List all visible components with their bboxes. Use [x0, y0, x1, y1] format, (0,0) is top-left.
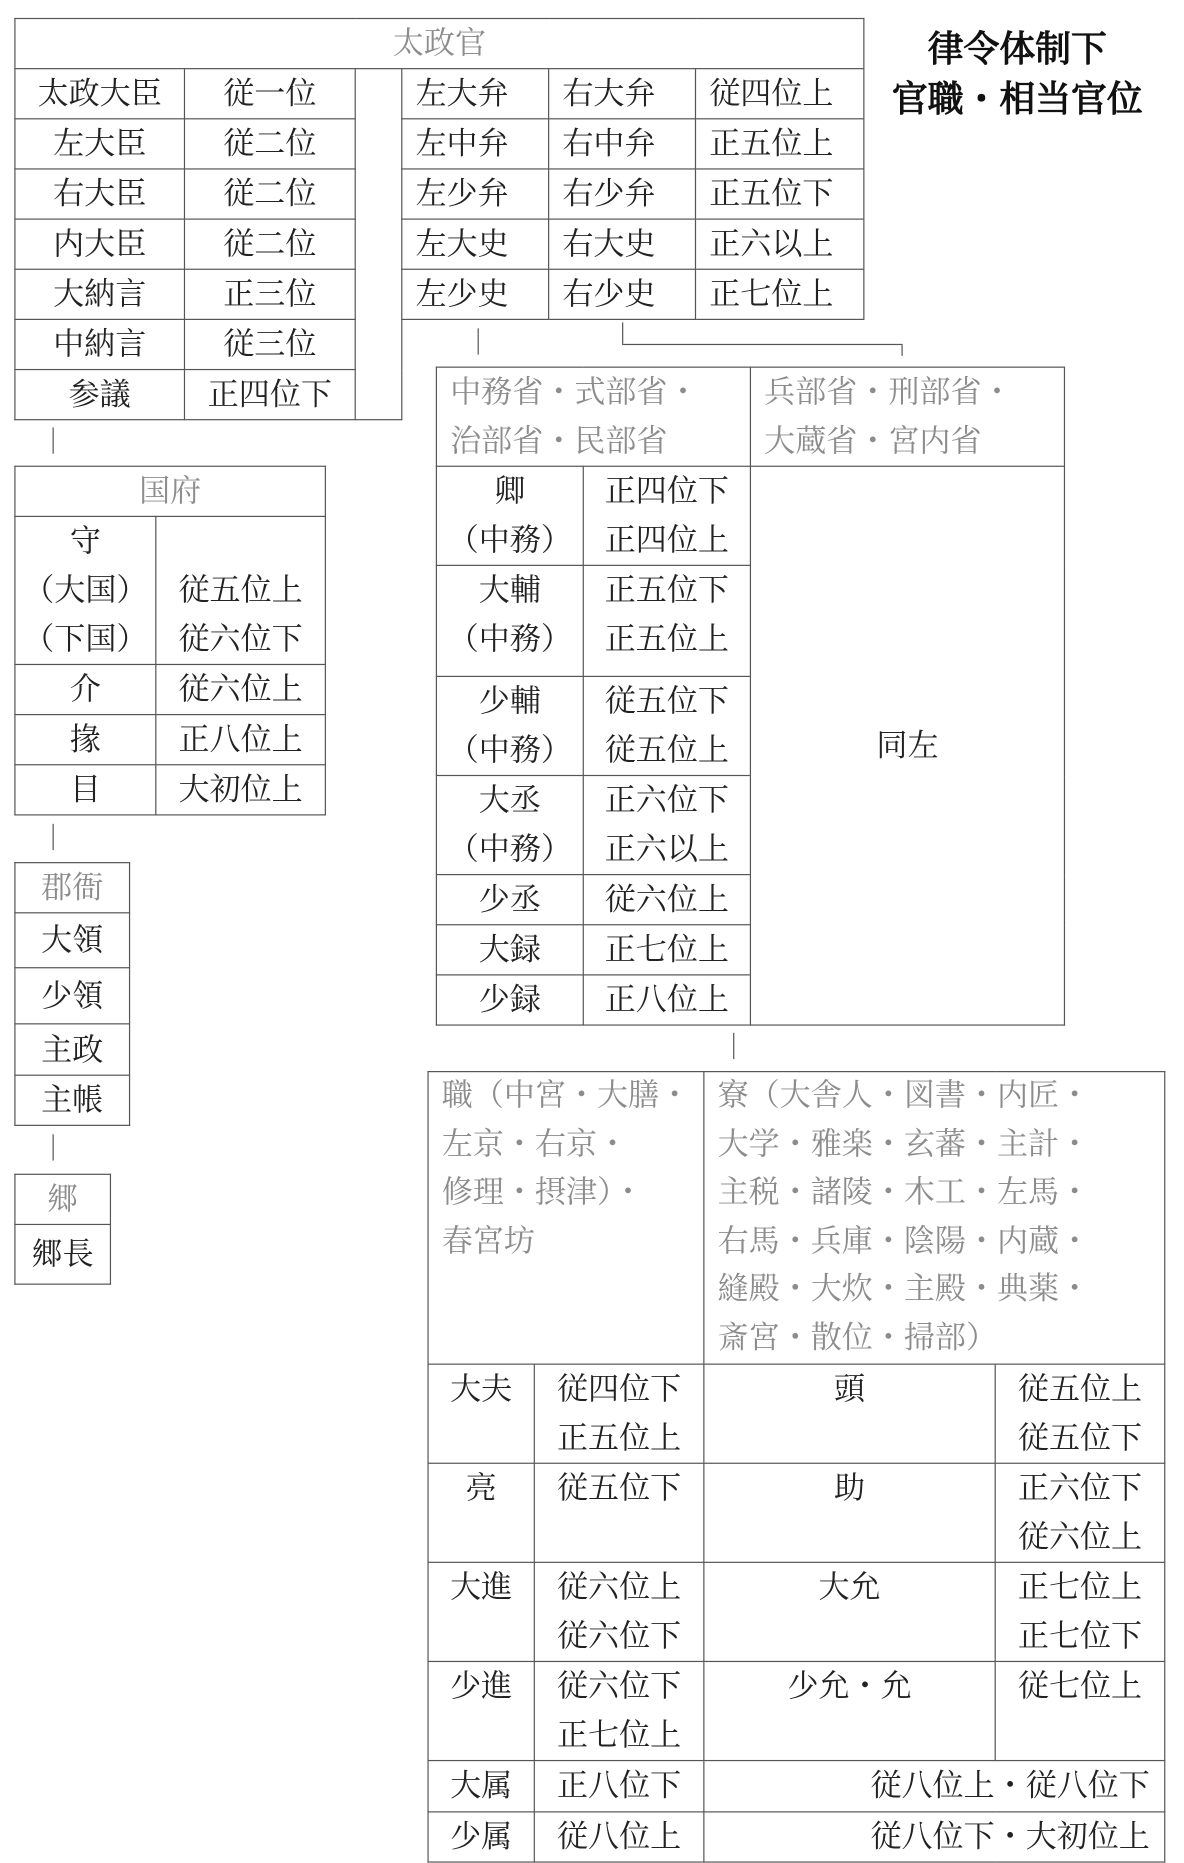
daijokan-header: 太政官 [15, 19, 864, 69]
benkan-left-post: 左大史 [402, 219, 549, 269]
ryo-header [704, 1072, 1165, 1365]
connector-line [53, 1134, 54, 1160]
ryo-rank [995, 1364, 1165, 1463]
post-line: （中務） [447, 522, 572, 558]
kokufu-rank [156, 516, 326, 664]
header-line: 春宮坊 [441, 1223, 535, 1259]
rank-line: 正五位上 [557, 1420, 682, 1456]
ryo-rank [995, 1562, 1165, 1661]
ryo-post: 少允・允 [704, 1661, 995, 1760]
header-line: 修理・摂津）・ [441, 1175, 644, 1210]
rank-line: 従六位下 [178, 622, 303, 657]
connector-line [733, 1033, 734, 1059]
header-line: 職（中宮・大膳・ [441, 1078, 691, 1113]
ryo-post: 助 [704, 1463, 995, 1562]
header-line: 中務省・式部省・ [450, 374, 699, 410]
rank-line: 正七位上 [557, 1718, 682, 1753]
sho-post: 少丞 [436, 875, 583, 925]
benkan-left-post: 左中弁 [402, 119, 549, 169]
benkan-right-post: 右少弁 [549, 169, 696, 219]
kokufu-post: 介 [15, 664, 156, 714]
table-header-row [15, 1174, 111, 1224]
sho-header-right [750, 367, 1064, 466]
shiki-rank [534, 1463, 704, 1562]
minister-post: 参議 [15, 370, 185, 420]
header-line: 兵部省・刑部省・ [764, 374, 1013, 410]
connector-line [622, 344, 901, 345]
table-row [15, 69, 864, 119]
gunga-table [14, 862, 130, 1126]
minister-post: 大納言 [15, 269, 185, 319]
minister-rank: 正三位 [184, 269, 355, 319]
same-as-left-note: 同左 [750, 466, 1064, 1025]
benkan-rank: 正五位下 [696, 169, 864, 219]
header-line: 縫殿・大炊・主殿・典薬・ [717, 1272, 1091, 1307]
table-header-row [15, 19, 864, 69]
sho-post [436, 676, 583, 775]
benkan-rank: 正六以上 [696, 219, 864, 269]
rank-line: 正五位下 [604, 573, 729, 608]
table-row [428, 1562, 1165, 1661]
title-line-2: 官職・相当官位 [891, 79, 1143, 120]
benkan-left-post: 左少弁 [402, 169, 549, 219]
benkan-left-post: 左少史 [402, 269, 549, 319]
post-line: 少輔 [478, 684, 541, 719]
table-row [15, 219, 864, 269]
ryo-post: 大允 [704, 1562, 995, 1661]
shiki-ryo-table [427, 1071, 1165, 1863]
table-row [428, 1661, 1165, 1760]
go-header: 郷 [15, 1174, 111, 1224]
table-header-row [436, 367, 1064, 466]
table-row [15, 269, 864, 319]
connector-line [901, 344, 902, 356]
header-line: 主税・諸陵・木工・左馬・ [717, 1175, 1091, 1210]
ryo-post: 頭 [704, 1364, 995, 1463]
table-row [428, 1812, 1165, 1862]
minister-rank: 従二位 [184, 169, 355, 219]
connector-line [478, 328, 479, 354]
header-line: 斎宮・散位・掃部） [717, 1320, 998, 1356]
kokufu-post: 目 [15, 765, 156, 815]
rank-line: 従五位下 [557, 1471, 682, 1506]
shiki-post: 少進 [428, 1661, 534, 1760]
table-row [15, 765, 325, 815]
kokufu-rank: 大初位上 [156, 765, 326, 815]
post-line: 守 [69, 524, 101, 559]
kokufu-table [14, 466, 326, 816]
kokufu-rank: 従六位上 [156, 664, 326, 714]
table-row [15, 1224, 111, 1284]
shiki-rank: 従八位上 [534, 1812, 704, 1862]
shiki-header [428, 1072, 704, 1365]
sho-rank: 従六位上 [583, 875, 750, 925]
table-header-row [15, 466, 325, 516]
sho-post [436, 776, 583, 875]
diagram-title [874, 25, 1161, 125]
gunga-post: 少領 [15, 968, 130, 1024]
shiki-post: 亮 [428, 1463, 534, 1562]
benkan-left-post: 左大弁 [402, 69, 549, 119]
post-line: 大丞 [478, 783, 541, 818]
rank-line: 正四位上 [604, 522, 729, 558]
table-header-row [15, 863, 130, 913]
sho-rank [583, 676, 750, 775]
ryo-rank-combined: 従八位下・大初位上 [704, 1812, 1165, 1862]
shiki-rank: 正八位下 [534, 1761, 704, 1812]
table-row [436, 466, 1064, 565]
rank-line: 従五位上 [1017, 1371, 1143, 1407]
minister-rank: 正四位下 [184, 370, 355, 420]
rank-line: 正六位下 [604, 783, 729, 818]
sho-rank [583, 466, 750, 565]
sho-rank [583, 565, 750, 676]
rank-line: 従五位上 [604, 733, 729, 768]
table-row [15, 516, 325, 664]
spacer-column [355, 69, 402, 420]
rank-line: 従六位下 [557, 1619, 682, 1654]
minister-rank: 従一位 [184, 69, 355, 119]
rank-line: 正七位下 [1017, 1619, 1143, 1654]
benkan-rank: 従四位上 [696, 69, 864, 119]
ryo-rank-combined: 従八位上・従八位下 [704, 1761, 1165, 1812]
table-header-row [428, 1072, 1165, 1365]
table-row [15, 169, 864, 219]
table-row [15, 913, 130, 968]
minister-post: 右大臣 [15, 169, 185, 219]
rank-line: 従六位下 [557, 1669, 682, 1704]
sho-rank: 正七位上 [583, 925, 750, 975]
shiki-post: 大属 [428, 1761, 534, 1812]
ryo-rank [995, 1661, 1165, 1760]
kokufu-rank: 正八位上 [156, 715, 326, 765]
go-post: 郷長 [15, 1224, 111, 1284]
connector-line [53, 427, 54, 453]
sho-post [436, 466, 583, 565]
rank-line: 従六位上 [1017, 1519, 1143, 1555]
minister-post: 内大臣 [15, 219, 185, 269]
rank-line: 従四位下 [557, 1371, 682, 1407]
minister-rank: 従三位 [184, 319, 355, 369]
table-row [15, 715, 325, 765]
minister-rank: 従二位 [184, 119, 355, 169]
post-line: （中務） [447, 832, 572, 867]
post-line: （中務） [447, 733, 572, 768]
post-line: 卿 [494, 474, 526, 509]
rank-line: 正六位下 [1017, 1471, 1143, 1506]
sho-rank [583, 776, 750, 875]
post-line: （中務） [447, 622, 572, 657]
rank-line: 従六位上 [557, 1570, 682, 1605]
benkan-rank: 正五位上 [696, 119, 864, 169]
table-row [15, 664, 325, 714]
table-row [15, 119, 864, 169]
benkan-right-post: 右大史 [549, 219, 696, 269]
header-line: 右馬・兵庫・陰陽・内蔵・ [717, 1223, 1091, 1259]
title-line-1: 律令体制下 [927, 29, 1107, 70]
table-row [15, 1024, 130, 1075]
rank-line: 正五位上 [604, 622, 729, 657]
post-line: （大国） [23, 573, 148, 608]
minister-post: 中納言 [15, 319, 185, 369]
shiki-rank [534, 1661, 704, 1760]
sho-header-left [436, 367, 750, 466]
table-row [15, 968, 130, 1024]
rank-line: 従五位上 [178, 573, 303, 608]
shiki-rank [534, 1364, 704, 1463]
gunga-header: 郡衙 [15, 863, 130, 913]
minister-post: 太政大臣 [15, 69, 185, 119]
sho-post [436, 565, 583, 676]
table-row [15, 1075, 130, 1125]
connector-line [622, 322, 623, 343]
benkan-right-post: 右中弁 [549, 119, 696, 169]
go-table [14, 1174, 111, 1285]
rank-line: 正四位下 [604, 474, 729, 509]
header-line: 大学・雅楽・玄蕃・主計・ [717, 1126, 1091, 1162]
rank-line: 従五位下 [604, 684, 729, 719]
ryo-rank [995, 1463, 1165, 1562]
connector-line [53, 824, 54, 850]
sho-post: 少録 [436, 975, 583, 1025]
sho-rank: 正八位上 [583, 975, 750, 1025]
kokufu-post: 掾 [15, 715, 156, 765]
rank-line: 正七位上 [1017, 1570, 1143, 1605]
minister-post: 左大臣 [15, 119, 185, 169]
shiki-post: 大夫 [428, 1364, 534, 1463]
rank-line: 従七位上 [1017, 1669, 1143, 1704]
minister-rank: 従二位 [184, 219, 355, 269]
rank-line: 従五位下 [1017, 1420, 1143, 1456]
gunga-post: 主帳 [15, 1075, 130, 1125]
header-line: 左京・右京・ [441, 1126, 629, 1162]
benkan-rank: 正七位上 [696, 269, 864, 319]
header-line: 寮（大舎人・図書・内匠・ [717, 1078, 1091, 1113]
rank-line: 正六以上 [604, 832, 729, 867]
post-line: 大輔 [478, 573, 541, 608]
gunga-post: 大領 [15, 913, 130, 968]
benkan-right-post: 右少史 [549, 269, 696, 319]
post-line: （下国） [23, 622, 148, 657]
header-line: 大蔵省・宮内省 [764, 423, 982, 459]
daijokan-table [14, 18, 864, 420]
header-line: 治部省・民部省 [450, 423, 668, 459]
gunga-post: 主政 [15, 1024, 130, 1075]
benkan-right-post: 右大弁 [549, 69, 696, 119]
table-row [428, 1761, 1165, 1812]
shiki-rank [534, 1562, 704, 1661]
table-row [428, 1463, 1165, 1562]
kokufu-header: 国府 [15, 466, 325, 516]
sho-table [436, 367, 1065, 1026]
sho-post: 大録 [436, 925, 583, 975]
table-row [428, 1364, 1165, 1463]
kokufu-post [15, 516, 156, 664]
shiki-post: 少属 [428, 1812, 534, 1862]
shiki-post: 大進 [428, 1562, 534, 1661]
